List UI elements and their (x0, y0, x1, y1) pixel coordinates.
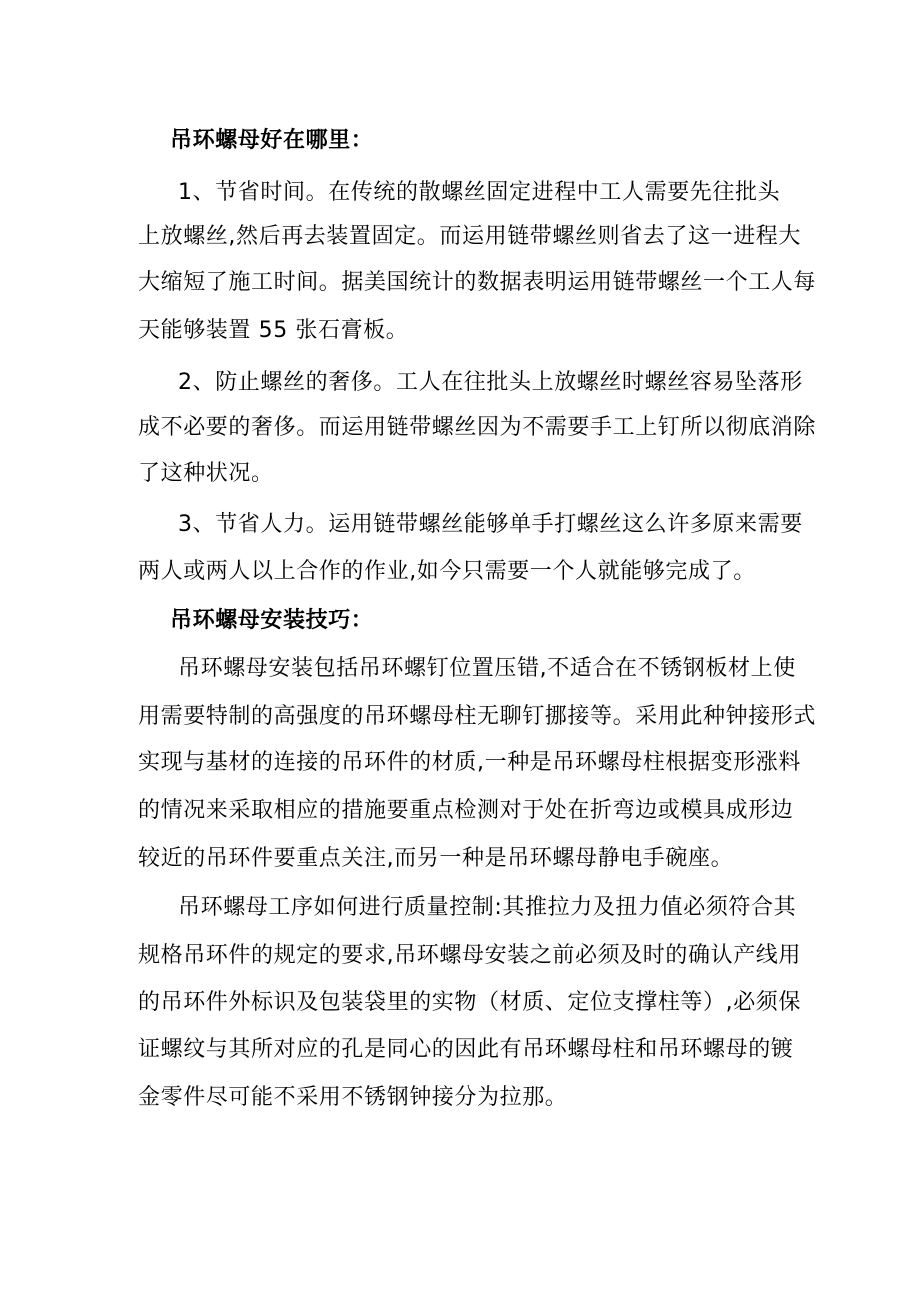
section-heading-advantages: 吊环螺母好在哪里： (170, 128, 374, 153)
paragraph-line: 1、节省时间。在传统的散螺丝固定进程中工人需要先往批头 (178, 180, 781, 205)
paragraph-line: 吊环螺母工序如何进行质量控制:其推拉力及扭力值必须符合其 (178, 895, 797, 920)
section-heading-installation: 吊环螺母安装技巧： (170, 608, 374, 633)
paragraph-line: 的情况来采取相应的措施要重点检测对于处在折弯边或模具成形边 (138, 798, 794, 823)
paragraph-line: 金零件尽可能不采用不锈钢钟接分为拉那。 (138, 1085, 568, 1110)
paragraph-line: 规格吊环件的规定的要求,吊环螺母安装之前必须及时的确认产线用 (138, 943, 801, 968)
paragraph-line: 了这种状况。 (138, 461, 274, 486)
paragraph-line: 吊环螺母安装包括吊环螺钉位置压错,不适合在不锈钢板材上使 (178, 656, 796, 681)
paragraph-line: 较近的吊环件要重点关注,而另一种是吊环螺母静电手碗座。 (138, 846, 734, 871)
paragraph-line: 实现与基材的连接的吊环件的材质,一种是吊环螺母柱根据变形涨料 (138, 750, 801, 775)
paragraph-line: 用需要特制的高强度的吊环螺母柱无聊钉挪接等。采用此种钟接形式 (138, 704, 817, 729)
paragraph-line: 3、节省人力。运用链带螺丝能够单手打螺丝这么许多原来需要 (178, 512, 803, 537)
paragraph-line: 2、防止螺丝的奢侈。工人在往批头上放螺丝时螺丝容易坠落形 (178, 370, 803, 395)
paragraph-line: 成不必要的奢侈。而运用链带螺丝因为不需要手工上钉所以彻底消除 (138, 415, 817, 440)
paragraph-line: 天能够装置 55 张石膏板。 (138, 318, 409, 343)
paragraph-line: 的吊环件外标识及包装袋里的实物（材质、定位支撑柱等）,必须保 (138, 990, 801, 1015)
paragraph-line: 大缩短了施工时间。据美国统计的数据表明运用链带螺丝一个工人每 (138, 270, 817, 295)
paragraph-line: 上放螺丝,然后再去装置固定。而运用链带螺丝则省去了这一进程大 (138, 224, 801, 249)
paragraph-line: 证螺纹与其所对应的孔是同心的因此有吊环螺母柱和吊环螺母的镀 (138, 1037, 794, 1062)
paragraph-line: 两人或两人以上合作的作业,如今只需要一个人就能够完成了。 (138, 559, 756, 584)
